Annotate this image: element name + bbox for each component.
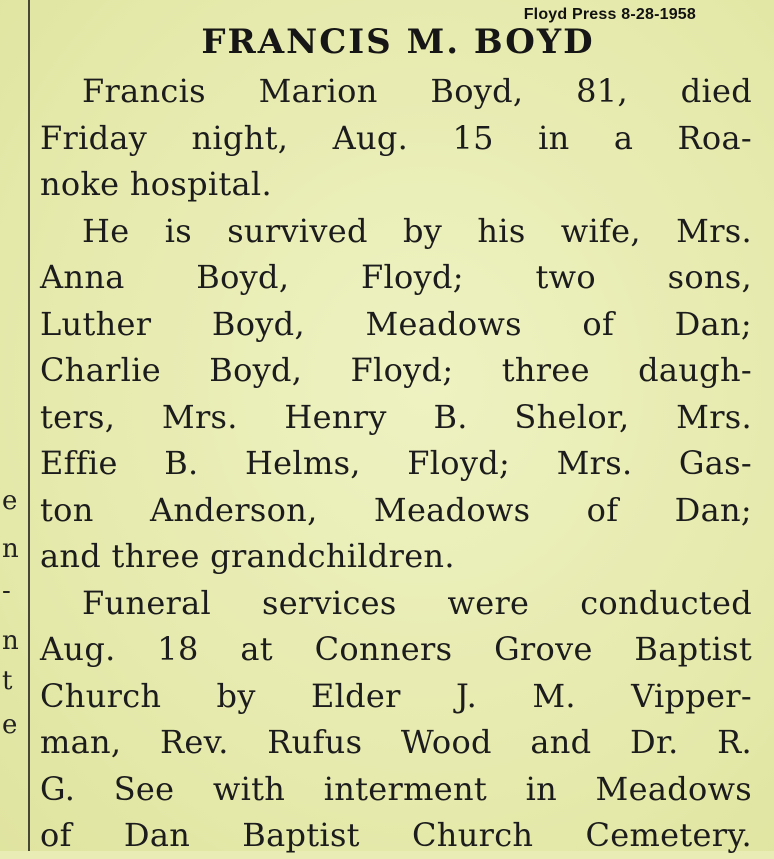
text-line: Luther Boyd, Meadows of Dan; — [40, 304, 752, 343]
text-line: ton Anderson, Meadows of Dan; — [40, 490, 752, 529]
text-line: man, Rev. Rufus Wood and Dr. R. — [40, 723, 752, 761]
column-rule — [28, 0, 30, 851]
fragment-text: - — [2, 576, 11, 606]
text-line: Funeral services were conducted — [82, 583, 752, 622]
fragment-text: e — [2, 486, 18, 516]
obituary-body — [40, 68, 752, 859]
text-line: Anna Boyd, Floyd; two sons, — [40, 258, 752, 296]
text-line: noke hospital. — [40, 165, 272, 203]
source-caption: Floyd Press 8-28-1958 — [523, 6, 696, 23]
text-line: Aug. 18 at Conners Grove Baptist — [40, 630, 752, 668]
text-line: Francis Marion Boyd, 81, died — [82, 72, 752, 110]
obituary-headline: FRANCIS M. BOYD — [201, 22, 595, 62]
paragraph-survivors — [40, 208, 752, 580]
fragment-text: e — [2, 710, 18, 740]
fragment-text: n — [2, 626, 19, 656]
text-line: Charlie Boyd, Floyd; three daugh- — [40, 351, 752, 389]
paragraph-funeral — [40, 580, 752, 859]
text-line: Church by Elder J. M. Vipper- — [40, 676, 752, 715]
paragraph-death-notice — [40, 68, 752, 208]
text-line: He is survived by his wife, Mrs. — [82, 211, 752, 250]
adjacent-column-fragments — [0, 0, 26, 851]
text-line: Effie B. Helms, Floyd; Mrs. Gas- — [40, 444, 752, 482]
text-line: and three grandchildren. — [40, 537, 455, 575]
fragment-text: n — [2, 534, 19, 564]
fragment-text: t — [2, 666, 13, 696]
text-line: ters, Mrs. Henry B. Shelor, Mrs. — [40, 397, 752, 436]
text-line: Friday night, Aug. 15 in a Roa- — [40, 118, 752, 157]
text-line: of Dan Baptist Church Cemetery. — [40, 816, 752, 854]
text-line: G. See with interment in Meadows — [40, 769, 752, 808]
